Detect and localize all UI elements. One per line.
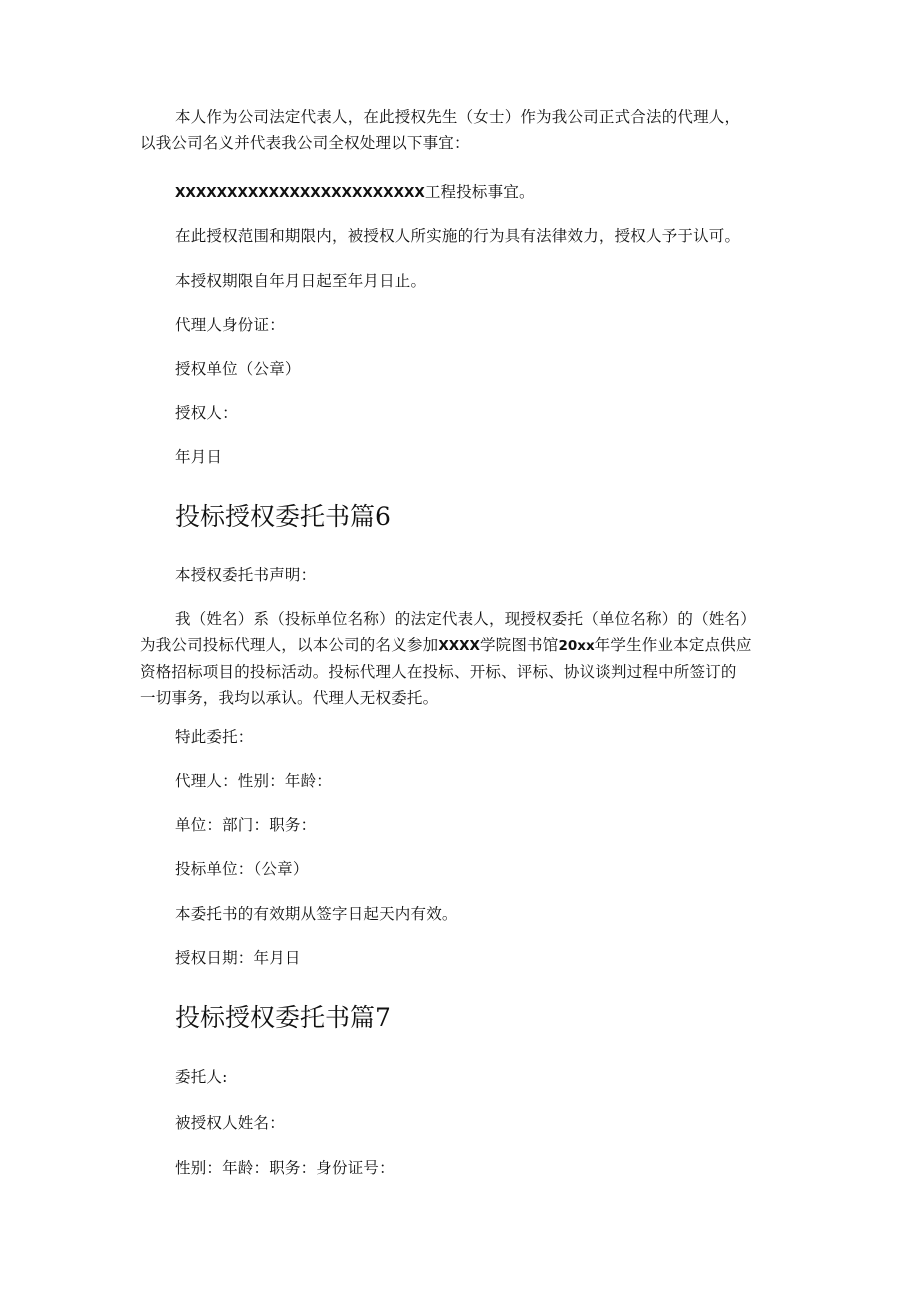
statement-line-2-a: 为我公司投标代理人，以本公司的名义参加 [140,636,439,654]
intro-line-2: 以我公司名义并代表我公司全权处理以下事宜： [140,134,470,152]
principal-field: 委托人: [175,1068,228,1086]
project-line [175,179,535,206]
statement-line-4: 一切事务，我均以承认。代理人无权委托。 [140,689,439,707]
section-6-heading: 投标授权委托书篇6 [175,502,391,531]
unit-info-field: 单位：部门：职务： [175,816,317,834]
auth-unit-field: 授权单位（公章） [175,360,301,378]
project-code: XXXXXXXXXXXXXXXXXXXXXXXX [175,185,425,201]
bid-unit-field: 投标单位：（公章） [175,860,309,878]
authorizer-field: 授权人： [175,404,238,422]
scope-paragraph: 在此授权范围和期限内，被授权人所实施的行为具有法律效力，授权人予于认可。 [175,227,741,245]
section-7-heading: 投标授权委托书篇7 [175,1003,391,1032]
agent-name-field: 被授权人姓名： [175,1114,285,1132]
agent-details-field: 性别：年龄：职务：身份证号： [175,1159,395,1177]
project-suffix: 工程投标事宜。 [424,183,535,201]
year-code: 20xx [558,638,595,654]
intro-paragraph [140,104,740,156]
date-field: 年月日 [175,448,223,466]
validity-paragraph: 本委托书的有效期从签字日起天内有效。 [175,905,458,923]
auth-date-field: 授权日期：年月日 [175,949,301,967]
statement-line-2-e: 年学生作业本定点供应 [594,636,752,654]
statement-label: 本授权委托书声明： [175,566,317,584]
statement-line-2-c: 学院图书馆 [479,636,559,654]
statement-line-1: 我（姓名）系（投标单位名称）的法定代表人，现授权委托（单位名称）的（姓名） [175,610,756,628]
period-paragraph: 本授权期限自年月日起至年月日止。 [175,272,427,290]
intro-line-1: 本人作为公司法定代表人，在此授权先生（女士）作为我公司正式合法的代理人， [175,108,741,126]
school-code: XXXX [438,638,480,654]
statement-line-3: 资格招标项目的投标活动。投标代理人在投标、开标、评标、协议谈判过程中所签订的 [140,663,737,681]
hereby-label: 特此委托： [175,728,254,746]
statement-line-2 [140,632,756,659]
statement-paragraph [140,606,756,711]
agent-info-field: 代理人：性别：年龄： [175,772,333,790]
agent-id-field: 代理人身份证： [175,316,285,334]
